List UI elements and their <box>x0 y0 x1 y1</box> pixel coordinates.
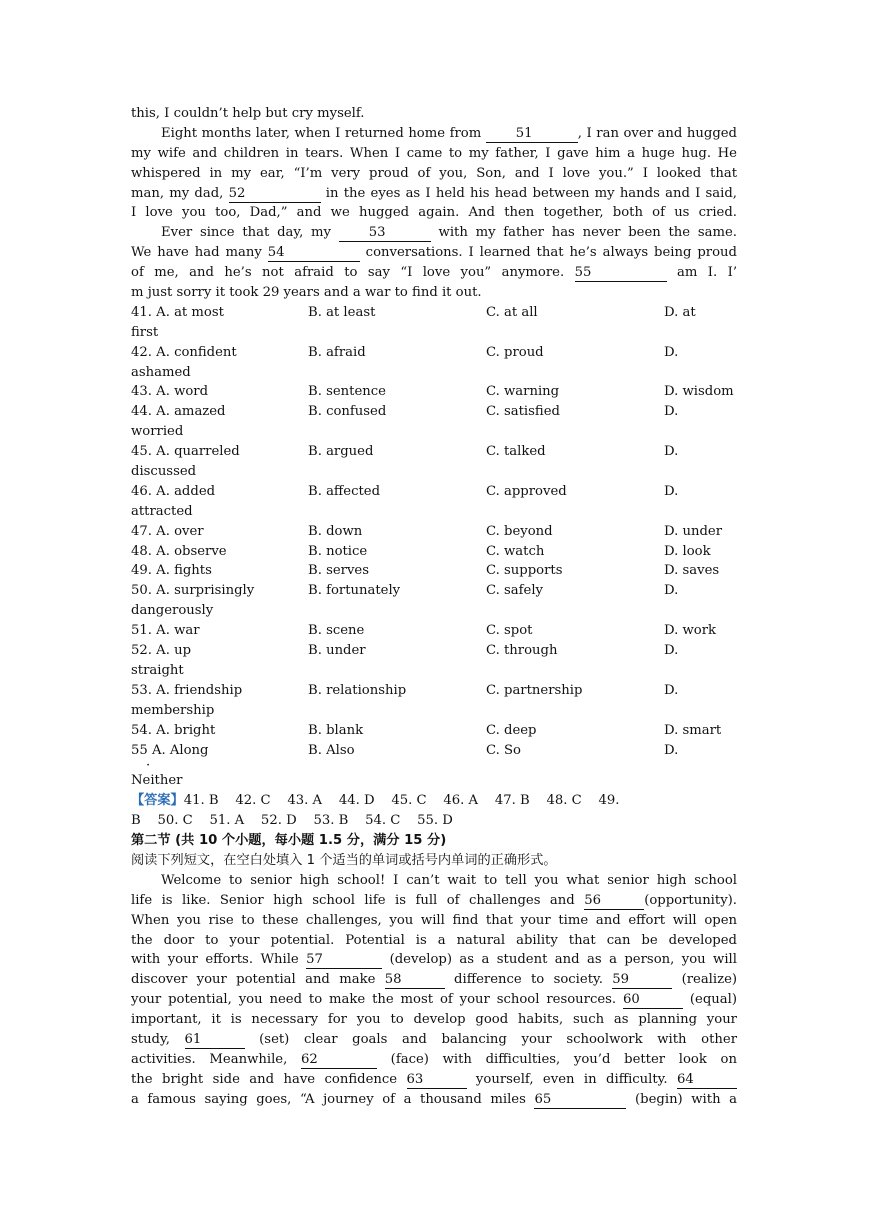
passage-line <box>131 1050 737 1070</box>
text-run: (begin) with a <box>626 1091 737 1107</box>
text-run: Ever since that day, my <box>161 225 339 241</box>
stray-dot: · <box>146 758 151 774</box>
option-d: D. <box>664 483 679 499</box>
option-c: C. So <box>486 742 521 758</box>
option-d: D. at <box>664 304 696 320</box>
option-a: 46. A. added <box>131 483 216 499</box>
text-run: We have had many <box>131 245 268 261</box>
option-a: 48. A. observe <box>131 543 227 559</box>
option-b: B. serves <box>308 563 369 579</box>
blank-56: 56 <box>584 893 644 910</box>
option-a: 55 A. Along <box>131 742 209 758</box>
option-c: C. safely <box>486 583 543 599</box>
option-b: B. confused <box>308 404 387 420</box>
text-run: life is like. Senior high school life is full of challenges and <box>131 892 585 908</box>
blank-62: 62 <box>301 1052 377 1069</box>
option-c: C. satisfied <box>486 404 560 420</box>
text-run: in the eyes as I held his head between my hands and I said, <box>320 185 737 201</box>
option-row <box>131 442 737 462</box>
passage-line <box>131 223 737 243</box>
option-a: 44. A. amazed <box>131 404 226 420</box>
option-row <box>131 303 737 323</box>
passage-line <box>131 1030 737 1050</box>
option-b: B. at least <box>308 304 376 320</box>
option-c: C. warning <box>486 384 560 400</box>
passage-line <box>131 950 737 970</box>
text-run: conversations. I learned that he’s always being proud <box>359 245 737 261</box>
blank-58: 58 <box>385 972 445 989</box>
option-a: 53. A. friendship <box>131 682 243 698</box>
answer-tag: 【答案】 <box>131 793 184 809</box>
option-c: C. beyond <box>486 523 553 539</box>
option-c: C. partnership <box>486 682 583 698</box>
text-run: (equal) <box>683 992 737 1008</box>
option-a: 51. A. war <box>131 623 200 639</box>
text-run: , I ran over and hugged <box>577 125 738 141</box>
option-b: B. affected <box>308 483 381 499</box>
option-a: 54. A. bright <box>131 722 216 738</box>
blank-61: 61 <box>185 1032 245 1049</box>
option-b: B. notice <box>308 543 368 559</box>
passage-line <box>131 1090 737 1110</box>
option-b: B. scene <box>308 623 365 639</box>
option-a: 52. A. up <box>131 643 192 659</box>
option-a: 43. A. word <box>131 384 209 400</box>
passage-line: the door to your potential. Potential is a natural ability that can be developed <box>131 932 737 948</box>
option-a: 47. A. over <box>131 523 204 539</box>
option-a: 42. A. confident <box>131 344 237 360</box>
text-run: a famous saying goes, “A journey of a thousand miles <box>131 1091 535 1107</box>
option-c: C. proud <box>486 344 544 360</box>
option-b: B. relationship <box>308 682 407 698</box>
option-d: D. <box>664 643 679 659</box>
option-c: C. through <box>486 643 558 659</box>
blank-54: 54 <box>268 245 360 262</box>
option-b: B. afraid <box>308 344 366 360</box>
option-c: C. talked <box>486 444 546 460</box>
option-c: C. supports <box>486 563 563 579</box>
text-run: with your efforts. While <box>131 952 307 968</box>
option-a: 41. A. at most <box>131 304 224 320</box>
text-run: yourself, even in difficulty. <box>466 1071 677 1087</box>
option-d: D. under <box>664 523 723 539</box>
text-run: man, my dad, <box>131 185 229 201</box>
option-wrap: straight <box>131 662 184 678</box>
passage-line: I love you too, Dad,” and we hugged again. And then together, both of us cried. <box>131 205 737 221</box>
answer-line: B 50. C 51. A 52. D 53. B 54. C 55. D <box>131 813 453 829</box>
option-row <box>131 621 737 641</box>
text-run: am I. I’ <box>666 265 738 281</box>
text-run: with my father has never been the same. <box>430 225 737 241</box>
text-run: study, <box>131 1031 185 1047</box>
document-page <box>131 104 737 1110</box>
passage-line: important, it is necessary for you to develop good habits, such as planning your <box>131 1012 737 1028</box>
option-c: C. watch <box>486 543 545 559</box>
option-row <box>131 561 737 581</box>
option-a: 45. A. quarreled <box>131 444 240 460</box>
option-row <box>131 641 737 661</box>
passage-line <box>131 184 737 204</box>
option-b: B. fortunately <box>308 583 401 599</box>
text-run: the bright side and have confidence <box>131 1071 407 1087</box>
option-d: D. <box>664 444 679 460</box>
option-row <box>131 522 737 542</box>
text-run: your potential, you need to make the most of your school resources. <box>131 992 623 1008</box>
option-wrap: attracted <box>131 503 193 519</box>
option-b: B. sentence <box>308 384 386 400</box>
option-row <box>131 542 737 562</box>
option-c: C. deep <box>486 722 537 738</box>
blank-60: 60 <box>623 992 683 1009</box>
text-run: difference to society. <box>444 972 613 988</box>
passage-line: Welcome to senior high school! I can’t wait to tell you what senior high school <box>161 872 737 888</box>
option-a: 49. A. fights <box>131 563 212 579</box>
options-list <box>131 303 737 791</box>
option-wrap: Neither <box>131 773 183 789</box>
passage-line <box>131 970 737 990</box>
text-run: (opportunity). <box>644 892 737 908</box>
section-heading: 第二节 (共 10 个小题，每小题 1.5 分，满分 15 分) <box>131 833 447 849</box>
blank-57: 57 <box>306 952 382 969</box>
passage-line <box>131 263 737 283</box>
answer-line <box>131 791 737 811</box>
passage-line <box>131 1070 737 1090</box>
option-d: D. <box>664 344 679 360</box>
passage-line: whispered in my ear, “I’m very proud of you, Son, and I love you.” I looked that <box>131 165 737 181</box>
text-run: (set) clear goals and balancing your schoolwork with other <box>244 1031 737 1047</box>
option-row <box>131 721 737 741</box>
text-run: discover your potential and make <box>131 972 385 988</box>
text-run: of me, and he’s not afraid to say “I love you” anymore. <box>131 265 575 281</box>
section-instruction: 阅读下列短文，在空白处填入 1 个适当的单词或括号内单词的正确形式。 <box>131 852 557 868</box>
option-wrap: dangerously <box>131 603 214 619</box>
option-wrap: membership <box>131 702 215 718</box>
option-d: D. wisdom <box>664 384 734 400</box>
option-b: B. Also <box>308 742 355 758</box>
text-run: Eight months later, when I returned home from <box>161 125 486 141</box>
option-a: 50. A. surprisingly <box>131 583 255 599</box>
passage-line: m just sorry it took 29 years and a war to find it out. <box>131 285 482 301</box>
option-b: B. down <box>308 523 363 539</box>
option-b: B. under <box>308 643 366 659</box>
option-row <box>131 343 737 363</box>
option-d: D. <box>664 404 679 420</box>
option-wrap: discussed <box>131 464 197 480</box>
option-d: D. look <box>664 543 711 559</box>
answer-text: 41. B 42. C 43. A 44. D 45. C 46. A 47. B 48. C 49. <box>183 793 620 809</box>
blank-51: 51 <box>486 126 578 143</box>
blank-55: 55 <box>575 265 667 282</box>
passage-line <box>131 124 737 144</box>
option-row <box>131 581 737 601</box>
option-d: D. <box>664 583 679 599</box>
passage-line <box>131 891 737 911</box>
blank-65: 65 <box>534 1092 626 1109</box>
option-row <box>131 681 737 701</box>
passage-line <box>131 243 737 263</box>
passage-line: this, I couldn’t help but cry myself. <box>131 106 365 121</box>
blank-53: 53 <box>339 225 431 242</box>
blank-59: 59 <box>612 972 672 989</box>
option-b: B. blank <box>308 722 364 738</box>
text-run: (realize) <box>672 972 738 988</box>
option-d: D. saves <box>664 563 720 579</box>
option-c: C. spot <box>486 623 533 639</box>
passage-line <box>131 990 737 1010</box>
option-b: B. argued <box>308 444 374 460</box>
passage-line: When you rise to these challenges, you will find that your time and effort will open <box>131 912 737 928</box>
text-run: activities. Meanwhile, <box>131 1051 301 1067</box>
option-d: D. smart <box>664 722 722 738</box>
blank-63: 63 <box>407 1072 467 1089</box>
blank-64: 64 <box>677 1072 737 1089</box>
option-c: C. at all <box>486 304 538 320</box>
text-run: (develop) as a student and as a person, you will <box>382 952 737 968</box>
option-d: D. <box>664 742 679 758</box>
option-c: C. approved <box>486 483 567 499</box>
option-d: D. <box>664 682 679 698</box>
option-wrap: first <box>131 324 159 340</box>
passage-line: my wife and children in tears. When I came to my father, I gave him a huge hug. He <box>131 145 737 161</box>
text-run: (face) with difficulties, you’d better look on <box>376 1051 737 1067</box>
option-wrap: worried <box>131 424 184 440</box>
option-row <box>131 482 737 502</box>
option-row <box>131 741 737 761</box>
blank-52: 52 <box>229 186 321 203</box>
option-wrap: ashamed <box>131 364 191 380</box>
option-row <box>131 382 737 402</box>
option-d: D. work <box>664 623 717 639</box>
option-row <box>131 402 737 422</box>
